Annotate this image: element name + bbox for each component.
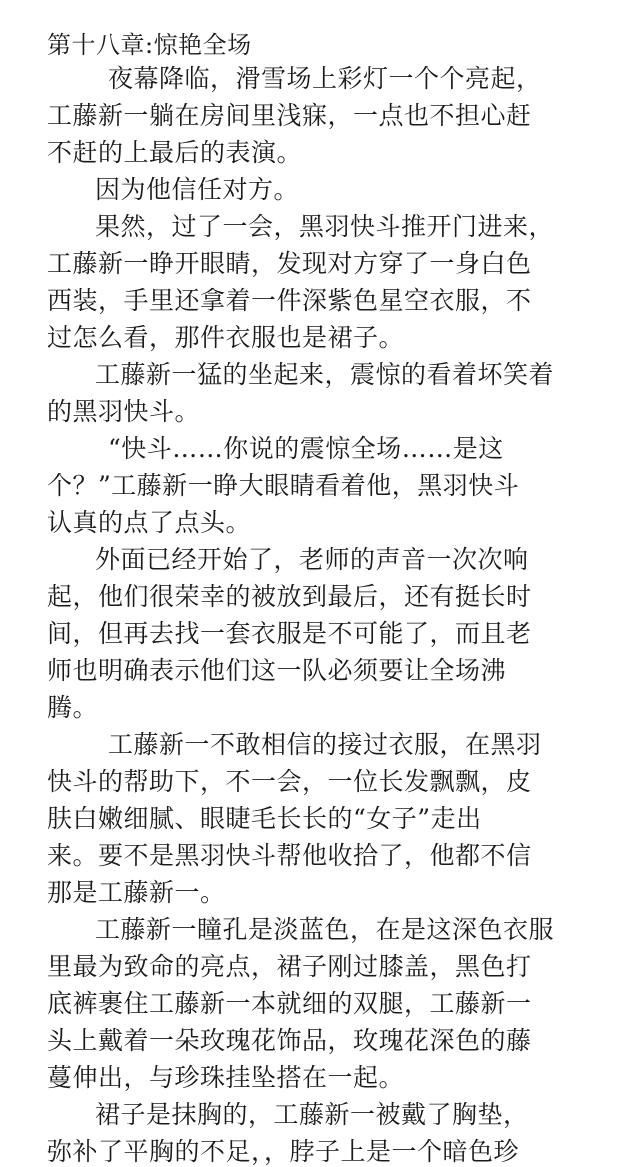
text-line: 外面已经开始了，老师的声音一次次响 xyxy=(95,545,529,574)
text-line: 那是工藤新一。 xyxy=(47,878,226,907)
text-line: 起，他们很荣幸的被放到最后，还有挺长时 xyxy=(47,582,532,611)
text-line: 来。要不是黑羽快斗帮他收拾了，他都不信 xyxy=(47,841,532,870)
text-line: 肤白嫩细腻、眼睫毛长长的“女子”走出 xyxy=(47,804,482,833)
text-line: 师也明确表示他们这一队必须要让全场沸 xyxy=(47,656,507,685)
text-line: 夜幕降临，滑雪场上彩灯一个个亮起， xyxy=(108,64,542,93)
text-line: 个？”工藤新一睁大眼睛看着他，黑羽快斗 xyxy=(47,471,520,500)
text-line: 间，但再去找一套衣服是不可能了，而且老 xyxy=(47,619,532,648)
text-line: 工藤新一躺在房间里浅寐，一点也不担心赶 xyxy=(47,101,532,130)
text-line: 弥补了平胸的不足，，脖子上是一个暗色珍 xyxy=(47,1137,520,1166)
text-line: 工藤新一不敢相信的接过衣服，在黑羽 xyxy=(108,730,542,759)
text-line: “快斗……你说的震惊全场……是这 xyxy=(108,434,504,463)
text-line: 蔓伸出，与珍珠挂坠搭在一起。 xyxy=(47,1063,405,1092)
text-line: 不赶的上最后的表演。 xyxy=(47,138,303,167)
text-line: 因为他信任对方。 xyxy=(95,175,300,204)
text-line: 快斗的帮助下，不一会，一位长发飘飘，皮 xyxy=(47,767,532,796)
text-line: 西装，手里还拿着一件深紫色星空衣服，不 xyxy=(47,286,532,315)
text-line: 认真的点了点头。 xyxy=(47,508,252,537)
text-line: 腾。 xyxy=(47,693,99,722)
text-line: 工藤新一猛的坐起来，震惊的看着坏笑着 xyxy=(95,360,555,389)
text-line: 里最为致命的亮点，裙子刚过膝盖，黑色打 xyxy=(47,952,532,981)
text-line: 头上戴着一朵玫瑰花饰品，玫瑰花深色的藤 xyxy=(47,1026,532,1055)
text-line: 工藤新一瞳孔是淡蓝色，在是这深色衣服 xyxy=(95,915,555,944)
text-line: 底裤裹住工藤新一本就细的双腿，工藤新一 xyxy=(47,989,532,1018)
text-line: 裙子是抹胸的，工藤新一被戴了胸垫， xyxy=(95,1100,529,1129)
text-line: 工藤新一睁开眼睛，发现对方穿了一身白色 xyxy=(47,249,532,278)
text-line: 过怎么看，那件衣服也是裙子。 xyxy=(47,323,405,352)
text-line: 的黑羽快斗。 xyxy=(47,397,201,426)
text-line: 果然，过了一会，黑羽快斗推开门进来， xyxy=(95,212,555,241)
chapter-title: 第十八章:惊艳全场 xyxy=(47,31,252,59)
